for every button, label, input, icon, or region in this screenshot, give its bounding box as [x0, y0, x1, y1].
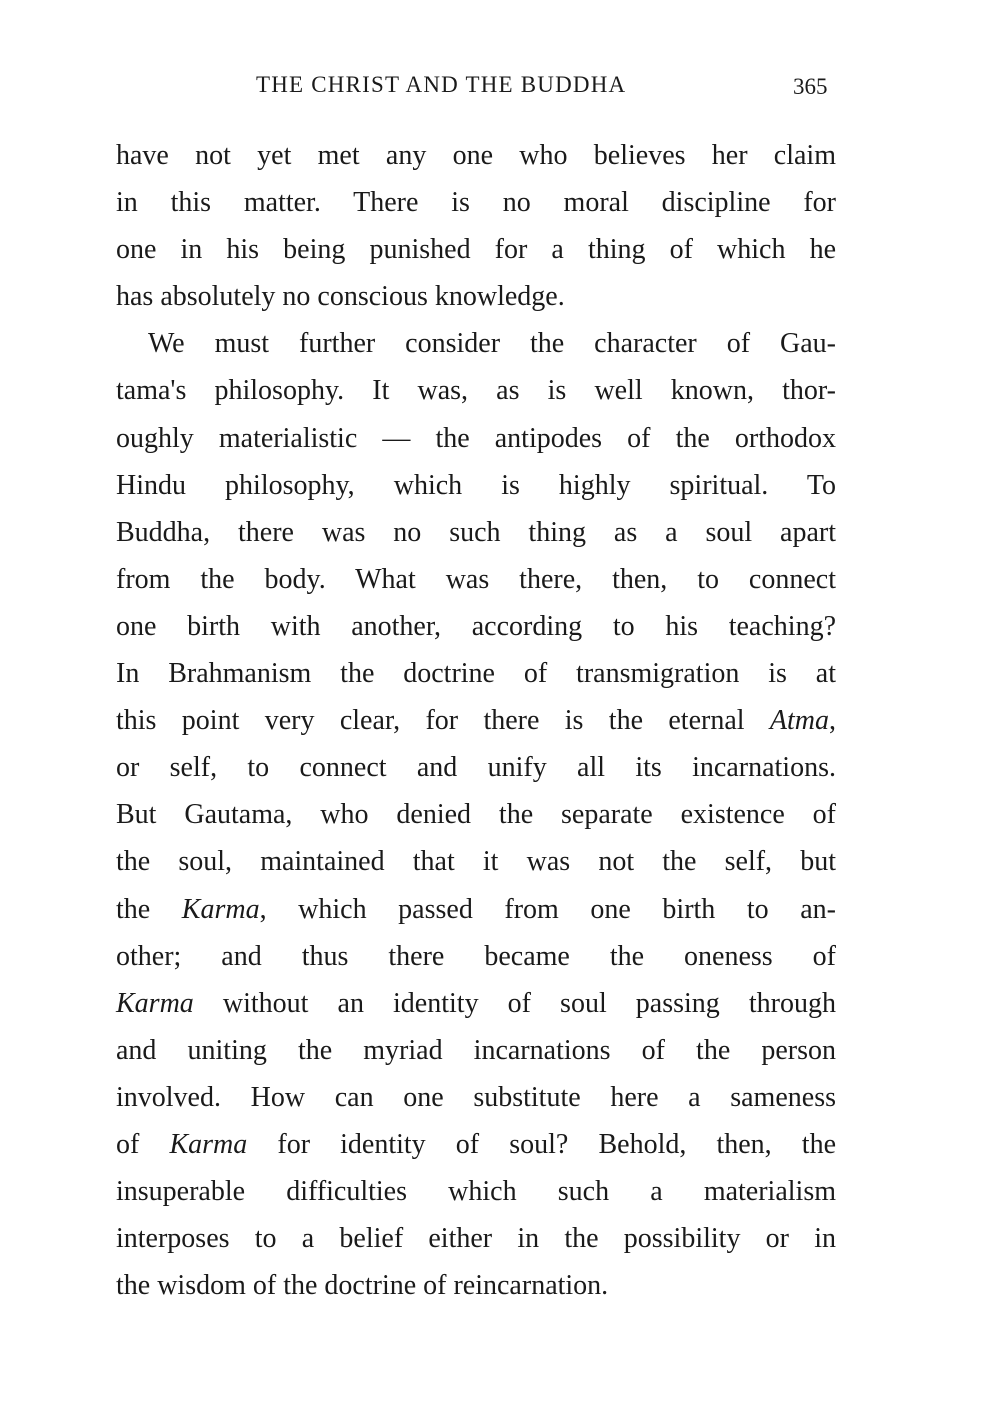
text-segment: , which passed from one birth to an- [259, 893, 836, 925]
text-line: Buddha, there was no such thing as a soul apart [116, 516, 836, 548]
text-line: have not yet met any one who believes her claim [116, 140, 836, 171]
text-line [116, 886, 836, 933]
text-line [116, 1121, 836, 1168]
text-line: one birth with another, according to his teaching? [116, 610, 836, 642]
text-segment: , [829, 705, 836, 737]
text-line: the soul, maintained that it was not the self, but [116, 846, 836, 878]
text-line: in this matter. There is no moral discipline for [116, 187, 836, 219]
text-segment: this point very clear, for there is the eternal [116, 705, 770, 737]
body-text [116, 132, 836, 1309]
italic-term: Karma [181, 893, 260, 925]
text-line: has absolutely no conscious knowledge. [116, 281, 565, 313]
text-line: Hindu philosophy, which is highly spiritual. To [116, 469, 836, 501]
italic-term: Karma [116, 987, 194, 1019]
text-line: But Gautama, who denied the separate existence of [116, 799, 836, 831]
text-line [116, 697, 836, 744]
text-line [116, 980, 836, 1027]
text-line: In Brahmanism the doctrine of transmigration is at [116, 658, 836, 690]
text-segment: the [116, 893, 182, 925]
text-line: insuperable difficulties which such a materialism [116, 1176, 836, 1208]
text-line: or self, to connect and unify all its incarnations. [116, 752, 836, 784]
text-line: other; and thus there became the oneness of [116, 940, 836, 972]
text-line: from the body. What was there, then, to connect [116, 563, 836, 595]
running-head [0, 72, 1000, 106]
running-head-title: THE CHRIST AND THE BUDDHA [256, 72, 627, 97]
text-segment: for identity of soul? Behold, then, the [247, 1128, 837, 1160]
text-line: interposes to a belief either in the possibility or in [116, 1223, 836, 1255]
text-line: and uniting the myriad incarnations of the person [116, 1034, 836, 1066]
text-segment: of [116, 1128, 170, 1160]
text-line: oughly materialistic — the antipodes of the orthodox [116, 422, 836, 454]
text-line: tama's philosophy. It was, as is well known, thor- [116, 375, 836, 407]
paragraph-start-line: We must further consider the character of Gau- [148, 328, 836, 360]
text-line: the wisdom of the doctrine of reincarnation. [116, 1270, 609, 1302]
text-segment: without an identity of soul passing through [193, 987, 836, 1019]
text-line: involved. How can one substitute here a sameness [116, 1081, 836, 1113]
page-number: 365 [793, 74, 828, 99]
text-line: one in his being punished for a thing of which he [116, 234, 836, 266]
italic-term: Atma [769, 705, 829, 737]
italic-term: Karma [169, 1128, 248, 1160]
